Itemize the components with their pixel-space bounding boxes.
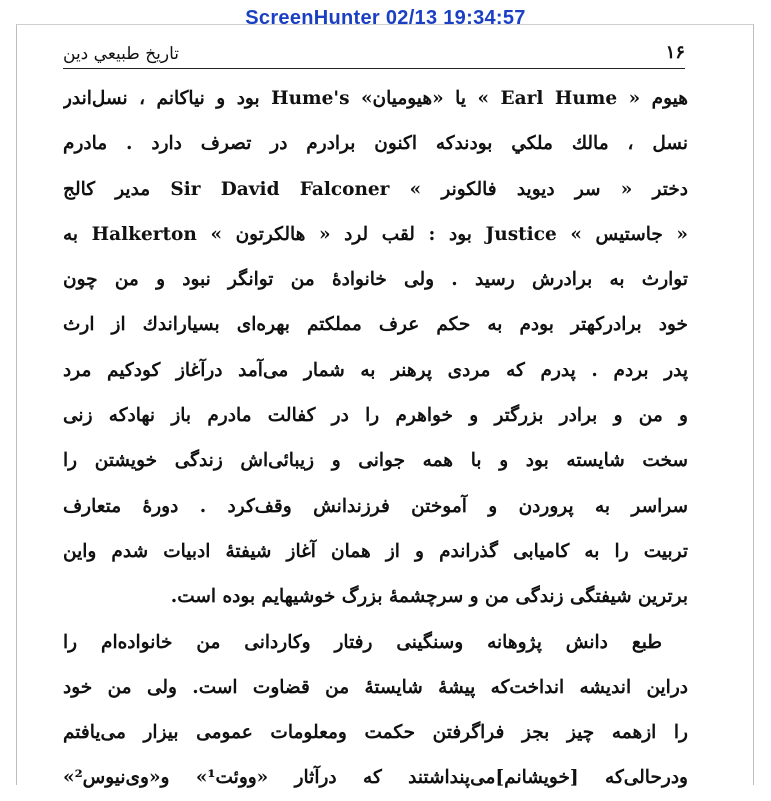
text-line: توارث به برادرش رسيد . ولى خانوادهٔ من توانگر نبود و من چون bbox=[63, 269, 688, 291]
text-line: ودرحالى‌كه [خويشانم]مى‌پنداشتند كه درآثار «ووئت¹» و«وى‌نيوس²» bbox=[63, 767, 688, 789]
text-line: پدر بردم . پدرم كه مردى پرهنر به شمار مى‌آمد درآغاز كودكيم مرد bbox=[63, 359, 688, 381]
page-title: تاريخ طبيعي دين bbox=[63, 44, 180, 64]
text-line: دختر « سر ديويد فالكونر » Sir David Falconer مدير كالج bbox=[63, 178, 688, 200]
text-line: دراين انديشه انداخت‌كه پيشهٔ شايستهٔ من قضاوت است. ولى من خود bbox=[63, 676, 688, 698]
text-line: طبع دانش پژوهانه وسنگينى رفتار وكاردانى من خانواده‌ام را bbox=[63, 631, 662, 653]
running-header bbox=[63, 40, 685, 69]
screenhunter-timestamp-banner: ScreenHunter 02/13 19:34:57 bbox=[245, 7, 526, 29]
text-line: سخت شايسته بود و با همه جوانى و زيبائى‌اش زندگى خويشتن را bbox=[63, 450, 688, 472]
text-line: نسل ، مالك ملكي بودندكه اكنون برادرم در تصرف دارد . مادرم bbox=[63, 133, 688, 155]
text-line: تربيت را به كاميابى گذراندم و از همان آغاز شيفتهٔ ادبيات شدم واين bbox=[63, 540, 688, 562]
text-line: سراسر به پروردن و آموختن فرزندانش وقف‌كرد . دورهٔ متعارف bbox=[63, 495, 688, 517]
text-line: هيوم « Earl Hume » يا «هيوميان» Hume's بود و نياكانم ، نسل‌اندر bbox=[63, 88, 688, 109]
text-line: و من و برادر بزرگتر و خواهرم را در كفالت مادرم باز نهادكه زنى bbox=[63, 405, 688, 427]
page-number: ۱۶ bbox=[665, 42, 685, 63]
text-line: را ازهمه چيز بجز فراگرفتن حكمت ومعلومات عمومى بيزار مى‌يافتم bbox=[63, 722, 688, 744]
body-text bbox=[63, 76, 688, 801]
text-line: خود برادركهتر بودم به حكم عرف مملكتم بهره‌اى بسياراندك از ارث bbox=[63, 314, 688, 336]
text-line: « جاستيس » Justice بود : لقب لرد « هالكرتون » Halkerton به bbox=[63, 223, 688, 245]
text-line: برترين شيفتگى زندگى من و سرچشمهٔ بزرگ خوشيهايم بوده است. bbox=[170, 586, 688, 608]
